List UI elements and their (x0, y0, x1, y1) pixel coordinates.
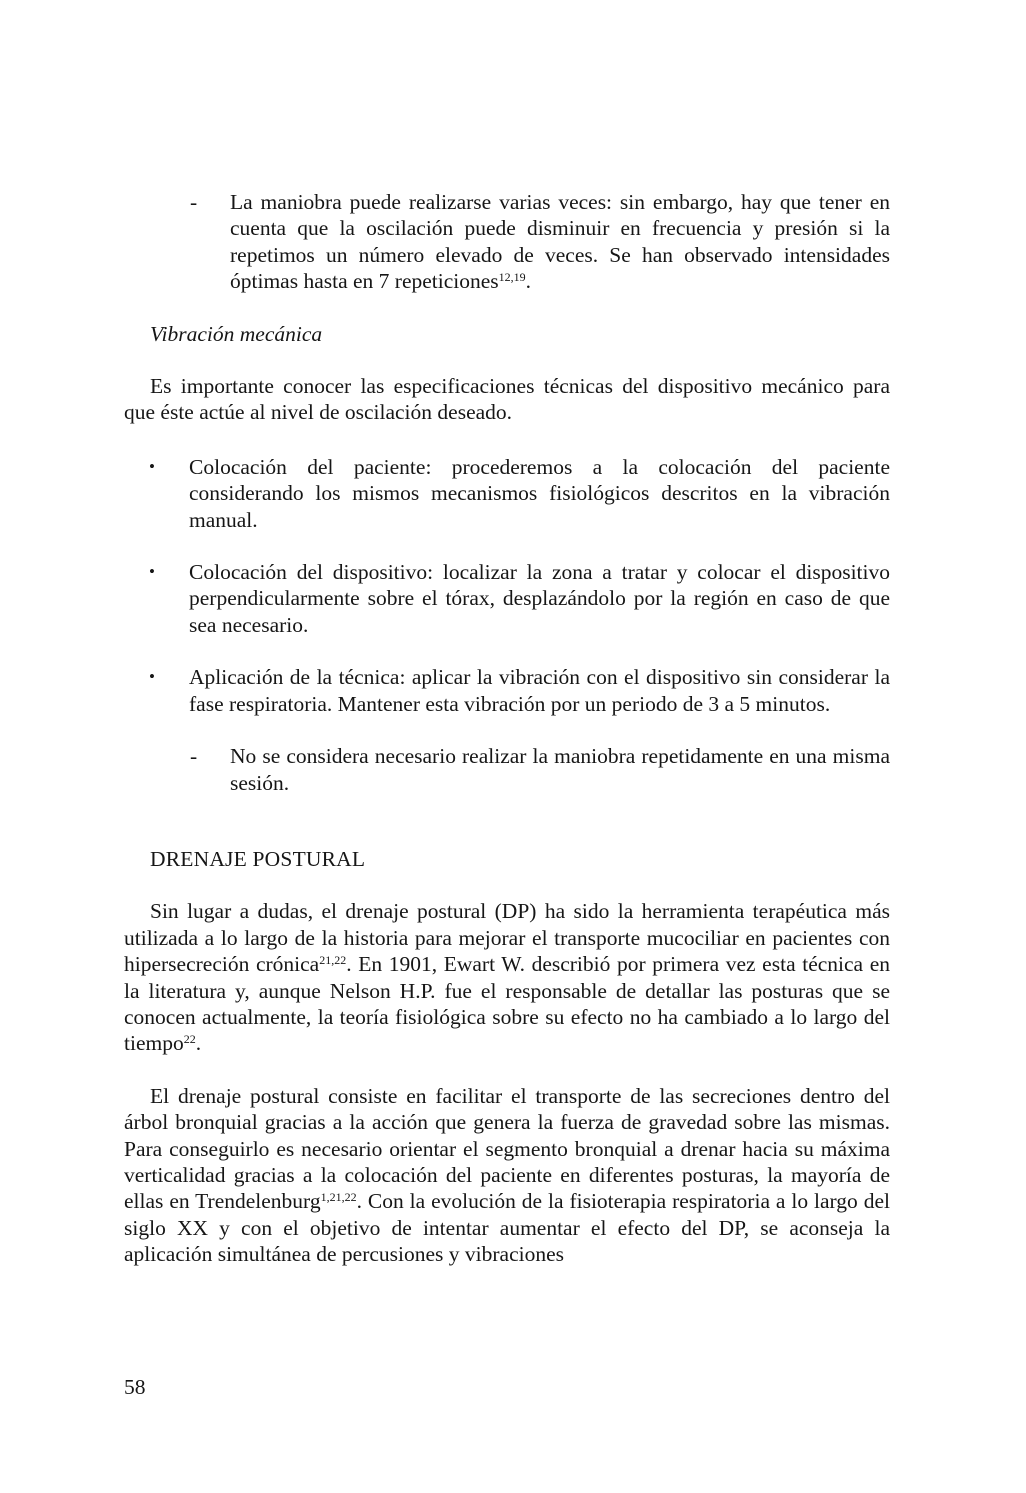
section-heading-vibracion-mecanica: Vibración mecánica (150, 321, 323, 346)
bullet-list-item (124, 559, 890, 638)
dash-list-item (124, 743, 890, 796)
citation-superscript: 22 (183, 1032, 196, 1047)
bullet-marker: • (149, 562, 155, 582)
citation-superscript: 21,22 (319, 953, 347, 968)
paragraph-text: . Con la evolución de la fisioterapia respiratoria a lo largo del siglo XX y con el objetivo de intentar aumentar el efecto del DP, se aconseja la aplicación simultánea de percusiones y vibraciones (124, 1189, 891, 1267)
paragraph-text: Sin lugar a dudas, el drenaje postural (DP) ha sido la herramienta terapéutica más utilizada a lo largo de la historia para mejorar el transporte mucociliar en pacientes con hipersecreción crónica (124, 899, 890, 977)
bullet-marker: • (149, 456, 155, 476)
paragraph (124, 898, 890, 1056)
dash-list-item (124, 189, 890, 295)
list-item-text: No se considera necesario realizar la maniobra repetidamente en una misma sesión. (230, 744, 890, 795)
punctuation: . (525, 269, 532, 294)
text-column (124, 189, 890, 1268)
paragraph-text: . En 1901, Ewart W. describió por primera vez esta técnica en la literatura y, aunque Nelson H.P. fue el responsable de detallar las posturas que se conocen actualmente, la teoría fisiológica sobre su efecto no ha cambiado a lo largo del tiempo (124, 952, 890, 1056)
punctuation: . (195, 1031, 202, 1056)
citation-superscript: 12,19 (498, 270, 526, 285)
list-item-text: La maniobra puede realizarse varias veces: sin embargo, hay que tener en cuenta que la oscilación puede disminuir en frecuencia y presión si la repetimos un número elevado de veces. Se han observado intensidades óptimas hasta en 7 repeticiones (230, 190, 890, 294)
dash-marker: - (190, 190, 198, 214)
bullet-text: Colocación del paciente: procederemos a la colocación del paciente considerando los mismos mecanismos fisiológicos descritos en la vibración manual. (189, 454, 890, 532)
dash-marker: - (190, 744, 198, 769)
paragraph-text: El drenaje postural consiste en facilitar el transporte de las secreciones dentro del árbol bronquial gracias a la acción que genera la fuerza de gravedad sobre las mismas. Para conseguirlo es necesario orientar el segmento bronquial a drenar hacia su máxima verticalidad gracias a la colocación del paciente en diferentes posturas, la mayoría de ellas en Trendelenburg (124, 1083, 890, 1214)
bullet-text: Colocación del dispositivo: localizar la zona a tratar y colocar el dispositivo perpendicularmente sobre el tórax, desplazándolo por la región en caso de que sea necesario. (189, 560, 890, 637)
bullet-list-item (124, 664, 890, 717)
section-heading-drenaje-postural: DRENAJE POSTURAL (150, 846, 366, 871)
bullet-text: Aplicación de la técnica: aplicar la vibración con el dispositivo sin considerar la fase respiratoria. Mantener esta vibración por un periodo de 3 a 5 minutos. (189, 665, 890, 716)
bullet-list-item (124, 454, 890, 533)
paragraph: Es importante conocer las especificaciones técnicas del dispositivo mecánico para que éste actúe al nivel de oscilación deseado. (124, 374, 890, 425)
paragraph (124, 1083, 890, 1268)
bullet-marker: • (149, 667, 155, 687)
citation-superscript: 1,21,22 (320, 1190, 357, 1205)
page-number: 58 (124, 1375, 146, 1399)
